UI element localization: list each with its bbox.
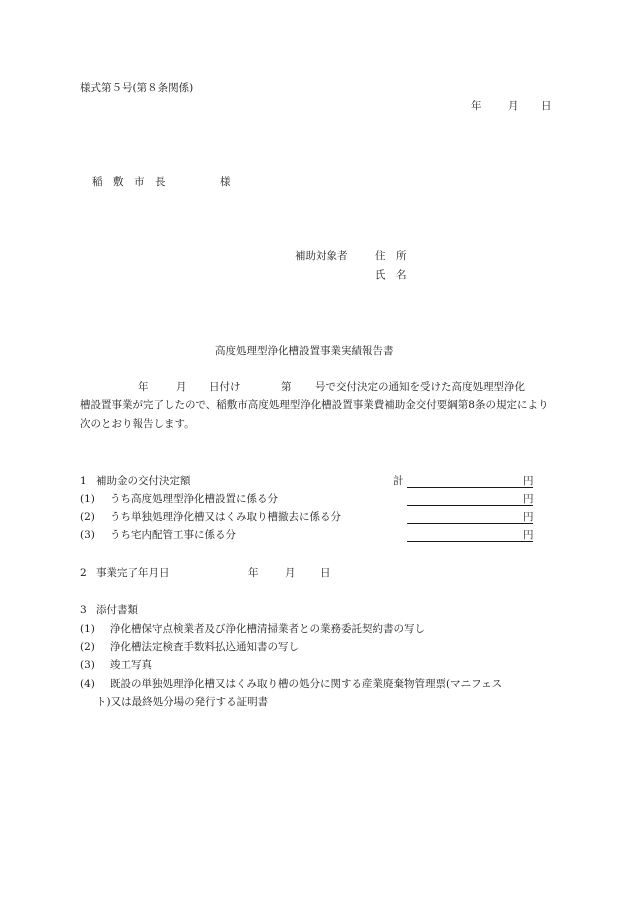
section3-item2-number: (2) <box>80 641 95 653</box>
section3-item4-text-continued: ト)又は最終処分場の発行する証明書 <box>96 696 269 708</box>
section1-item2-underline <box>407 523 533 524</box>
section1-item1-yen: 円 <box>523 493 534 505</box>
body-dai-label: 第 <box>281 381 292 393</box>
section3-title: 添付書類 <box>96 604 138 616</box>
section1-item1-text: うち高度処理型浄化槽設置に係る分 <box>110 493 278 505</box>
section1-total-underline <box>407 487 533 488</box>
document-title: 高度処理型浄化槽設置事業実績報告書 <box>215 345 394 357</box>
addressee-mayor: 稲 敷 市 長 <box>92 176 166 188</box>
body-text-first: 号で交付決定の通知を受けた高度処理型浄化 <box>315 381 525 393</box>
body-year-label: 年 <box>138 381 149 393</box>
section3-item1-text: 浄化槽保守点検業者及び浄化槽清掃業者との業務委託契約書の写し <box>110 623 425 635</box>
section1-total-yen: 円 <box>523 475 534 487</box>
date-month-label: 月 <box>508 100 519 112</box>
section1-item2-number: (2) <box>80 511 95 523</box>
section1-item1-number: (1) <box>80 493 95 505</box>
section2-day-label: 日 <box>320 567 331 579</box>
section2-number: 2 <box>80 567 87 579</box>
form-number: 様式第５号(第８条関係) <box>80 82 194 94</box>
section3-item3-number: (3) <box>80 659 95 671</box>
section3-number: 3 <box>80 604 87 616</box>
section1-item3-text: うち宅内配管工事に係る分 <box>110 529 236 541</box>
date-day-label: 日 <box>541 100 552 112</box>
section3-item4-number: (4) <box>80 678 95 690</box>
address-label: 住 所 <box>375 250 407 262</box>
addressee-honorific: 様 <box>220 176 231 188</box>
body-dated-label: 日付け <box>209 381 241 393</box>
section1-total-label: 計 <box>393 475 404 487</box>
section1-item3-underline <box>407 541 533 542</box>
section1-item1-underline <box>407 505 533 506</box>
applicant-label: 補助対象者 <box>295 250 348 262</box>
section3-item2-text: 浄化槽法定検査手数料払込通知書の写し <box>110 641 299 653</box>
section2-year-label: 年 <box>248 567 259 579</box>
body-month-label: 月 <box>176 381 187 393</box>
section1-item3-number: (3) <box>80 529 95 541</box>
section1-item2-text: うち単独処理浄化槽又はくみ取り槽撤去に係る分 <box>110 511 341 523</box>
date-year-label: 年 <box>471 100 482 112</box>
section3-item4-text: 既設の単独処理浄化槽又はくみ取り槽の処分に関する産業廃棄物管理票(マニフェス <box>110 678 503 690</box>
section2-month-label: 月 <box>285 567 296 579</box>
section1-item2-yen: 円 <box>523 511 534 523</box>
section3-item1-number: (1) <box>80 623 95 635</box>
name-label: 氏 名 <box>375 269 407 281</box>
section1-item3-yen: 円 <box>523 529 534 541</box>
section1-title: 補助金の交付決定額 <box>96 475 191 487</box>
body-text-rest: 槽設置事業が完了したので、稲敷市高度処理型浄化槽設置事業費補助金交付要綱第8条の規定により次のとおり報告します。 <box>80 399 549 430</box>
section3-item3-text: 竣工写真 <box>110 659 152 671</box>
section1-number: 1 <box>80 475 87 487</box>
section2-title: 事業完了年月日 <box>96 567 170 579</box>
